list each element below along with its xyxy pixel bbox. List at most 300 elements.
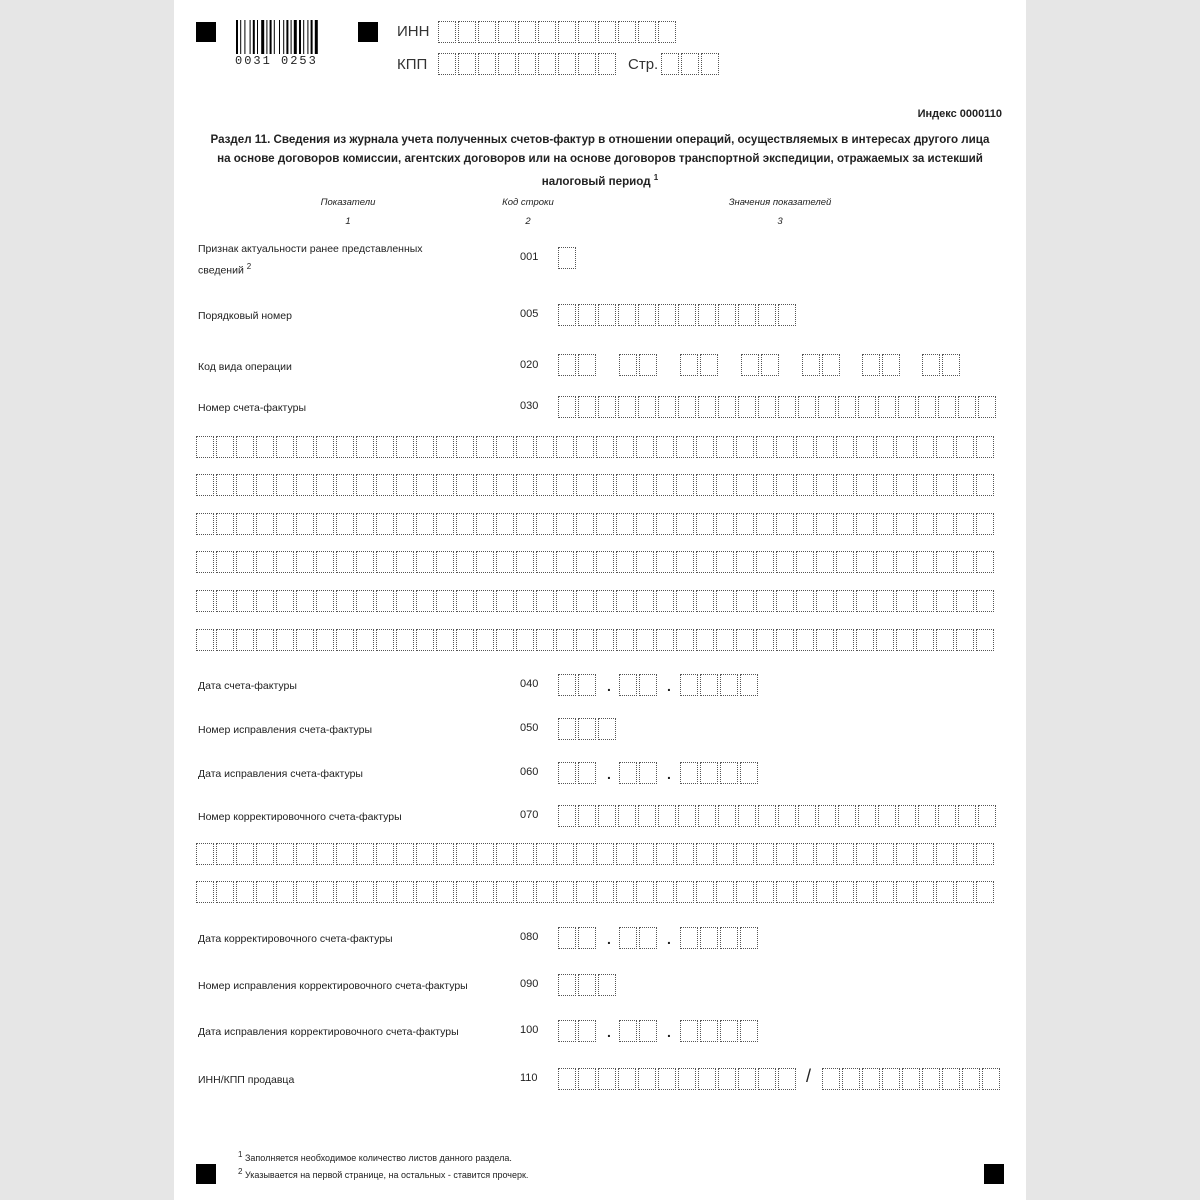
char-cell[interactable] xyxy=(756,881,774,903)
corrective-correction-date-day-field[interactable] xyxy=(558,1020,598,1042)
char-cell[interactable] xyxy=(796,513,814,535)
char-cell[interactable] xyxy=(896,590,914,612)
char-cell[interactable] xyxy=(596,881,614,903)
correction-date-month-field[interactable] xyxy=(619,762,659,784)
char-cell[interactable] xyxy=(936,436,954,458)
operation-code-field-1[interactable] xyxy=(558,354,598,376)
char-cell[interactable] xyxy=(256,551,274,573)
char-cell[interactable] xyxy=(578,927,596,949)
char-cell[interactable] xyxy=(938,805,956,827)
char-cell[interactable] xyxy=(596,843,614,865)
char-cell[interactable] xyxy=(936,843,954,865)
char-cell[interactable] xyxy=(578,1020,596,1042)
char-cell[interactable] xyxy=(556,513,574,535)
char-cell[interactable] xyxy=(456,881,474,903)
char-cell[interactable] xyxy=(700,1020,718,1042)
char-cell[interactable] xyxy=(696,436,714,458)
invoice-number-continuation-2[interactable] xyxy=(196,474,996,496)
char-cell[interactable] xyxy=(838,396,856,418)
char-cell[interactable] xyxy=(236,551,254,573)
char-cell[interactable] xyxy=(636,881,654,903)
char-cell[interactable] xyxy=(598,53,616,75)
char-cell[interactable] xyxy=(696,474,714,496)
char-cell[interactable] xyxy=(720,927,738,949)
char-cell[interactable] xyxy=(676,590,694,612)
char-cell[interactable] xyxy=(456,474,474,496)
char-cell[interactable] xyxy=(636,629,654,651)
char-cell[interactable] xyxy=(758,304,776,326)
char-cell[interactable] xyxy=(496,881,514,903)
char-cell[interactable] xyxy=(758,1068,776,1090)
char-cell[interactable] xyxy=(216,513,234,535)
char-cell[interactable] xyxy=(578,354,596,376)
char-cell[interactable] xyxy=(639,927,657,949)
char-cell[interactable] xyxy=(296,590,314,612)
char-cell[interactable] xyxy=(758,805,776,827)
char-cell[interactable] xyxy=(416,629,434,651)
char-cell[interactable] xyxy=(576,843,594,865)
char-cell[interactable] xyxy=(716,629,734,651)
char-cell[interactable] xyxy=(356,474,374,496)
char-cell[interactable] xyxy=(776,513,794,535)
char-cell[interactable] xyxy=(916,629,934,651)
char-cell[interactable] xyxy=(700,927,718,949)
char-cell[interactable] xyxy=(696,881,714,903)
char-cell[interactable] xyxy=(822,1068,840,1090)
char-cell[interactable] xyxy=(558,805,576,827)
char-cell[interactable] xyxy=(256,436,274,458)
char-cell[interactable] xyxy=(902,1068,920,1090)
char-cell[interactable] xyxy=(676,629,694,651)
char-cell[interactable] xyxy=(656,436,674,458)
char-cell[interactable] xyxy=(558,927,576,949)
char-cell[interactable] xyxy=(958,396,976,418)
char-cell[interactable] xyxy=(376,551,394,573)
invoice-number-continuation-3[interactable] xyxy=(196,513,996,535)
char-cell[interactable] xyxy=(578,21,596,43)
char-cell[interactable] xyxy=(396,551,414,573)
char-cell[interactable] xyxy=(962,1068,980,1090)
char-cell[interactable] xyxy=(576,629,594,651)
char-cell[interactable] xyxy=(816,629,834,651)
char-cell[interactable] xyxy=(916,843,934,865)
char-cell[interactable] xyxy=(596,513,614,535)
char-cell[interactable] xyxy=(942,1068,960,1090)
char-cell[interactable] xyxy=(276,551,294,573)
char-cell[interactable] xyxy=(496,629,514,651)
char-cell[interactable] xyxy=(436,436,454,458)
char-cell[interactable] xyxy=(896,881,914,903)
char-cell[interactable] xyxy=(916,513,934,535)
char-cell[interactable] xyxy=(576,436,594,458)
char-cell[interactable] xyxy=(936,881,954,903)
char-cell[interactable] xyxy=(878,396,896,418)
char-cell[interactable] xyxy=(736,843,754,865)
char-cell[interactable] xyxy=(716,513,734,535)
invoice-date-day-field[interactable] xyxy=(558,674,598,696)
char-cell[interactable] xyxy=(856,843,874,865)
char-cell[interactable] xyxy=(982,1068,1000,1090)
char-cell[interactable] xyxy=(976,629,994,651)
corrective-correction-date-year-field[interactable] xyxy=(680,1020,760,1042)
char-cell[interactable] xyxy=(638,805,656,827)
char-cell[interactable] xyxy=(276,590,294,612)
char-cell[interactable] xyxy=(476,881,494,903)
char-cell[interactable] xyxy=(256,513,274,535)
char-cell[interactable] xyxy=(316,436,334,458)
char-cell[interactable] xyxy=(536,843,554,865)
char-cell[interactable] xyxy=(376,881,394,903)
char-cell[interactable] xyxy=(578,1068,596,1090)
char-cell[interactable] xyxy=(276,474,294,496)
char-cell[interactable] xyxy=(736,590,754,612)
char-cell[interactable] xyxy=(498,21,516,43)
char-cell[interactable] xyxy=(816,551,834,573)
char-cell[interactable] xyxy=(576,881,594,903)
char-cell[interactable] xyxy=(376,436,394,458)
char-cell[interactable] xyxy=(396,590,414,612)
char-cell[interactable] xyxy=(516,590,534,612)
char-cell[interactable] xyxy=(661,53,679,75)
char-cell[interactable] xyxy=(656,513,674,535)
char-cell[interactable] xyxy=(738,1068,756,1090)
char-cell[interactable] xyxy=(456,629,474,651)
char-cell[interactable] xyxy=(798,396,816,418)
char-cell[interactable] xyxy=(718,396,736,418)
char-cell[interactable] xyxy=(476,436,494,458)
char-cell[interactable] xyxy=(636,474,654,496)
char-cell[interactable] xyxy=(876,629,894,651)
serial-number-field[interactable] xyxy=(558,304,798,326)
char-cell[interactable] xyxy=(436,843,454,865)
corrective-date-day-field[interactable] xyxy=(558,927,598,949)
corrective-invoice-number-continuation-2[interactable] xyxy=(196,881,996,903)
char-cell[interactable] xyxy=(478,21,496,43)
char-cell[interactable] xyxy=(838,805,856,827)
char-cell[interactable] xyxy=(638,304,656,326)
char-cell[interactable] xyxy=(578,304,596,326)
char-cell[interactable] xyxy=(316,843,334,865)
char-cell[interactable] xyxy=(536,513,554,535)
char-cell[interactable] xyxy=(736,551,754,573)
char-cell[interactable] xyxy=(676,843,694,865)
char-cell[interactable] xyxy=(858,396,876,418)
char-cell[interactable] xyxy=(678,304,696,326)
char-cell[interactable] xyxy=(680,674,698,696)
char-cell[interactable] xyxy=(676,551,694,573)
char-cell[interactable] xyxy=(882,354,900,376)
char-cell[interactable] xyxy=(776,590,794,612)
char-cell[interactable] xyxy=(558,718,576,740)
char-cell[interactable] xyxy=(638,21,656,43)
char-cell[interactable] xyxy=(976,551,994,573)
char-cell[interactable] xyxy=(616,474,634,496)
corrective-date-year-field[interactable] xyxy=(680,927,760,949)
char-cell[interactable] xyxy=(536,590,554,612)
char-cell[interactable] xyxy=(416,474,434,496)
char-cell[interactable] xyxy=(856,590,874,612)
char-cell[interactable] xyxy=(896,551,914,573)
relevance-flag-field[interactable] xyxy=(558,247,578,269)
char-cell[interactable] xyxy=(356,436,374,458)
char-cell[interactable] xyxy=(756,551,774,573)
char-cell[interactable] xyxy=(856,474,874,496)
char-cell[interactable] xyxy=(836,843,854,865)
char-cell[interactable] xyxy=(956,843,974,865)
char-cell[interactable] xyxy=(976,436,994,458)
char-cell[interactable] xyxy=(236,629,254,651)
char-cell[interactable] xyxy=(956,513,974,535)
char-cell[interactable] xyxy=(938,396,956,418)
char-cell[interactable] xyxy=(316,590,334,612)
char-cell[interactable] xyxy=(558,354,576,376)
char-cell[interactable] xyxy=(616,513,634,535)
char-cell[interactable] xyxy=(619,1020,637,1042)
char-cell[interactable] xyxy=(658,304,676,326)
char-cell[interactable] xyxy=(756,513,774,535)
char-cell[interactable] xyxy=(558,1068,576,1090)
char-cell[interactable] xyxy=(916,881,934,903)
char-cell[interactable] xyxy=(916,436,934,458)
char-cell[interactable] xyxy=(376,474,394,496)
char-cell[interactable] xyxy=(216,843,234,865)
char-cell[interactable] xyxy=(636,843,654,865)
char-cell[interactable] xyxy=(498,53,516,75)
char-cell[interactable] xyxy=(416,590,434,612)
char-cell[interactable] xyxy=(616,881,634,903)
operation-code-field-3[interactable] xyxy=(680,354,720,376)
char-cell[interactable] xyxy=(716,590,734,612)
char-cell[interactable] xyxy=(796,436,814,458)
char-cell[interactable] xyxy=(856,436,874,458)
char-cell[interactable] xyxy=(816,513,834,535)
char-cell[interactable] xyxy=(196,436,214,458)
corrective-correction-date-month-field[interactable] xyxy=(619,1020,659,1042)
char-cell[interactable] xyxy=(336,629,354,651)
char-cell[interactable] xyxy=(956,474,974,496)
char-cell[interactable] xyxy=(836,881,854,903)
char-cell[interactable] xyxy=(556,881,574,903)
char-cell[interactable] xyxy=(316,551,334,573)
seller-kpp-field[interactable] xyxy=(822,1068,1002,1090)
page-number-field[interactable] xyxy=(661,53,721,75)
char-cell[interactable] xyxy=(736,881,754,903)
char-cell[interactable] xyxy=(296,513,314,535)
char-cell[interactable] xyxy=(802,354,820,376)
char-cell[interactable] xyxy=(556,474,574,496)
char-cell[interactable] xyxy=(916,474,934,496)
corrective-invoice-number-field[interactable] xyxy=(558,805,998,827)
char-cell[interactable] xyxy=(916,551,934,573)
char-cell[interactable] xyxy=(276,629,294,651)
char-cell[interactable] xyxy=(396,513,414,535)
char-cell[interactable] xyxy=(720,1020,738,1042)
char-cell[interactable] xyxy=(436,590,454,612)
char-cell[interactable] xyxy=(698,1068,716,1090)
char-cell[interactable] xyxy=(236,843,254,865)
invoice-number-continuation-6[interactable] xyxy=(196,629,996,651)
char-cell[interactable] xyxy=(436,513,454,535)
char-cell[interactable] xyxy=(740,762,758,784)
char-cell[interactable] xyxy=(416,436,434,458)
char-cell[interactable] xyxy=(876,843,894,865)
char-cell[interactable] xyxy=(619,927,637,949)
char-cell[interactable] xyxy=(276,436,294,458)
char-cell[interactable] xyxy=(516,843,534,865)
correction-date-year-field[interactable] xyxy=(680,762,760,784)
char-cell[interactable] xyxy=(276,881,294,903)
char-cell[interactable] xyxy=(756,843,774,865)
char-cell[interactable] xyxy=(356,629,374,651)
char-cell[interactable] xyxy=(798,805,816,827)
char-cell[interactable] xyxy=(776,843,794,865)
char-cell[interactable] xyxy=(696,590,714,612)
char-cell[interactable] xyxy=(518,53,536,75)
char-cell[interactable] xyxy=(676,436,694,458)
char-cell[interactable] xyxy=(376,513,394,535)
char-cell[interactable] xyxy=(676,513,694,535)
char-cell[interactable] xyxy=(796,551,814,573)
char-cell[interactable] xyxy=(658,21,676,43)
char-cell[interactable] xyxy=(619,674,637,696)
char-cell[interactable] xyxy=(761,354,779,376)
char-cell[interactable] xyxy=(696,843,714,865)
char-cell[interactable] xyxy=(516,629,534,651)
char-cell[interactable] xyxy=(476,513,494,535)
char-cell[interactable] xyxy=(740,674,758,696)
char-cell[interactable] xyxy=(862,354,880,376)
char-cell[interactable] xyxy=(776,551,794,573)
char-cell[interactable] xyxy=(936,474,954,496)
char-cell[interactable] xyxy=(516,551,534,573)
char-cell[interactable] xyxy=(416,551,434,573)
char-cell[interactable] xyxy=(578,805,596,827)
char-cell[interactable] xyxy=(816,881,834,903)
char-cell[interactable] xyxy=(796,474,814,496)
char-cell[interactable] xyxy=(196,629,214,651)
char-cell[interactable] xyxy=(216,590,234,612)
char-cell[interactable] xyxy=(476,590,494,612)
char-cell[interactable] xyxy=(842,1068,860,1090)
char-cell[interactable] xyxy=(578,674,596,696)
char-cell[interactable] xyxy=(816,474,834,496)
char-cell[interactable] xyxy=(396,474,414,496)
char-cell[interactable] xyxy=(236,513,254,535)
char-cell[interactable] xyxy=(856,881,874,903)
char-cell[interactable] xyxy=(776,436,794,458)
char-cell[interactable] xyxy=(316,629,334,651)
char-cell[interactable] xyxy=(936,629,954,651)
char-cell[interactable] xyxy=(720,762,738,784)
char-cell[interactable] xyxy=(236,474,254,496)
char-cell[interactable] xyxy=(516,474,534,496)
char-cell[interactable] xyxy=(416,513,434,535)
char-cell[interactable] xyxy=(956,436,974,458)
char-cell[interactable] xyxy=(478,53,496,75)
char-cell[interactable] xyxy=(638,396,656,418)
char-cell[interactable] xyxy=(818,805,836,827)
char-cell[interactable] xyxy=(796,881,814,903)
char-cell[interactable] xyxy=(736,436,754,458)
char-cell[interactable] xyxy=(716,843,734,865)
char-cell[interactable] xyxy=(616,436,634,458)
char-cell[interactable] xyxy=(716,474,734,496)
char-cell[interactable] xyxy=(536,436,554,458)
char-cell[interactable] xyxy=(836,474,854,496)
char-cell[interactable] xyxy=(556,843,574,865)
char-cell[interactable] xyxy=(776,474,794,496)
char-cell[interactable] xyxy=(456,513,474,535)
char-cell[interactable] xyxy=(538,53,556,75)
char-cell[interactable] xyxy=(736,513,754,535)
char-cell[interactable] xyxy=(896,843,914,865)
char-cell[interactable] xyxy=(456,551,474,573)
char-cell[interactable] xyxy=(922,1068,940,1090)
char-cell[interactable] xyxy=(336,474,354,496)
char-cell[interactable] xyxy=(678,805,696,827)
char-cell[interactable] xyxy=(316,474,334,496)
char-cell[interactable] xyxy=(896,629,914,651)
char-cell[interactable] xyxy=(756,436,774,458)
char-cell[interactable] xyxy=(536,551,554,573)
char-cell[interactable] xyxy=(216,881,234,903)
char-cell[interactable] xyxy=(656,629,674,651)
char-cell[interactable] xyxy=(701,53,719,75)
char-cell[interactable] xyxy=(618,396,636,418)
char-cell[interactable] xyxy=(416,843,434,865)
corrective-date-month-field[interactable] xyxy=(619,927,659,949)
char-cell[interactable] xyxy=(476,629,494,651)
char-cell[interactable] xyxy=(639,674,657,696)
char-cell[interactable] xyxy=(578,762,596,784)
char-cell[interactable] xyxy=(836,551,854,573)
char-cell[interactable] xyxy=(196,474,214,496)
char-cell[interactable] xyxy=(496,551,514,573)
char-cell[interactable] xyxy=(700,354,718,376)
char-cell[interactable] xyxy=(538,21,556,43)
char-cell[interactable] xyxy=(598,304,616,326)
char-cell[interactable] xyxy=(736,474,754,496)
char-cell[interactable] xyxy=(216,436,234,458)
char-cell[interactable] xyxy=(196,513,214,535)
char-cell[interactable] xyxy=(596,474,614,496)
char-cell[interactable] xyxy=(656,590,674,612)
char-cell[interactable] xyxy=(616,551,634,573)
char-cell[interactable] xyxy=(496,436,514,458)
char-cell[interactable] xyxy=(738,304,756,326)
char-cell[interactable] xyxy=(598,718,616,740)
char-cell[interactable] xyxy=(296,474,314,496)
char-cell[interactable] xyxy=(576,474,594,496)
char-cell[interactable] xyxy=(698,805,716,827)
char-cell[interactable] xyxy=(696,513,714,535)
char-cell[interactable] xyxy=(856,551,874,573)
char-cell[interactable] xyxy=(316,513,334,535)
char-cell[interactable] xyxy=(796,590,814,612)
char-cell[interactable] xyxy=(700,762,718,784)
char-cell[interactable] xyxy=(558,21,576,43)
char-cell[interactable] xyxy=(658,1068,676,1090)
char-cell[interactable] xyxy=(816,436,834,458)
char-cell[interactable] xyxy=(598,21,616,43)
char-cell[interactable] xyxy=(436,551,454,573)
char-cell[interactable] xyxy=(876,881,894,903)
correction-date-day-field[interactable] xyxy=(558,762,598,784)
char-cell[interactable] xyxy=(619,762,637,784)
char-cell[interactable] xyxy=(918,396,936,418)
char-cell[interactable] xyxy=(436,629,454,651)
char-cell[interactable] xyxy=(536,629,554,651)
